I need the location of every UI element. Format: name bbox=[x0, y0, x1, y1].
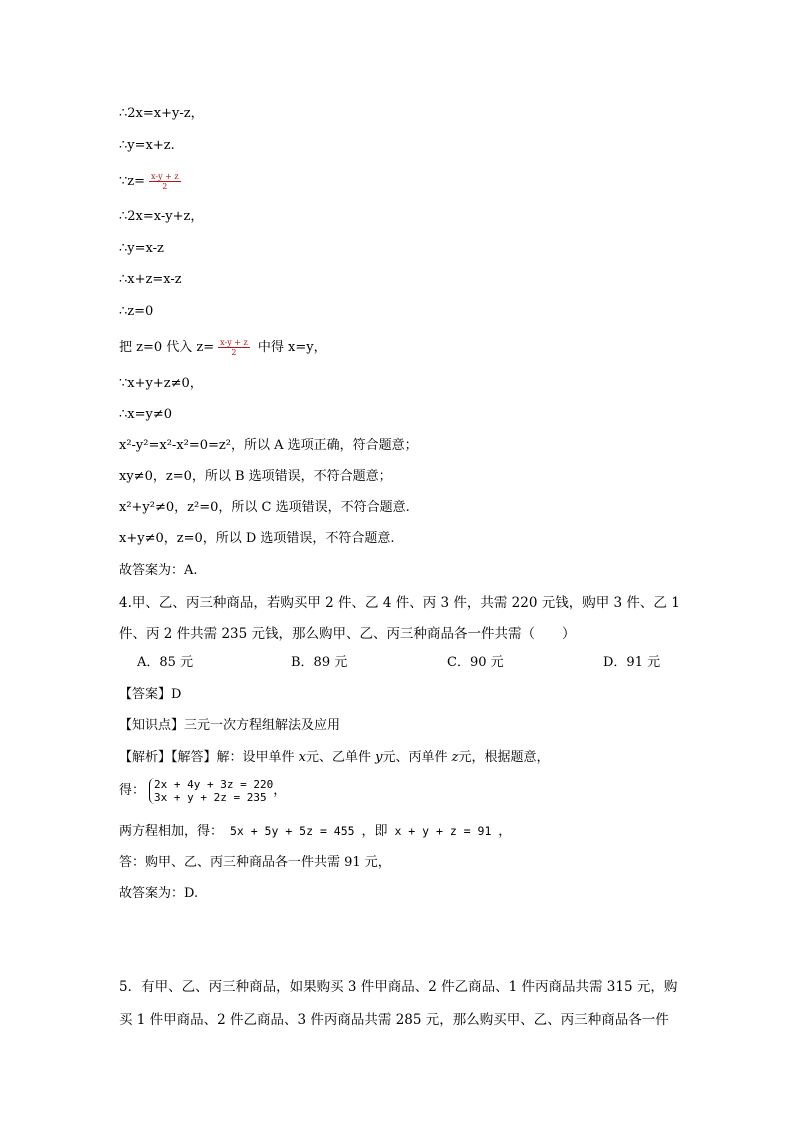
equation-system bbox=[149, 778, 273, 804]
question-stem: 买 1 件甲商品、2 件乙商品、3 件丙商品共需 285 元，那么购买甲、乙、丙三种商品各一件 bbox=[119, 1012, 669, 1028]
answer: 【答案】D bbox=[119, 687, 182, 702]
analysis-text: 元、乙单件 bbox=[305, 750, 376, 765]
system-prefix: 得： bbox=[119, 783, 146, 798]
option-b: B．89 元 bbox=[291, 655, 348, 670]
system-suffix: ， bbox=[273, 783, 287, 798]
reply: 答：购甲、乙、丙三种商品各一件共需 91 元， bbox=[119, 855, 391, 870]
conclusion: 故答案为：A. bbox=[119, 563, 198, 578]
equation-2: 3x + y + 2z = 235 bbox=[154, 791, 267, 804]
substitution-prefix: 把 z=0 代入 z= bbox=[119, 340, 215, 355]
substitution-suffix: 中得 x=y， bbox=[253, 340, 327, 355]
equation-1: 2x + 4y + 3z = 220 bbox=[154, 778, 274, 791]
equation-system-line bbox=[119, 778, 286, 804]
variable-y: y bbox=[375, 750, 383, 765]
fraction bbox=[149, 172, 181, 191]
solution-step: ∴2x=x+y-z， bbox=[119, 106, 204, 121]
analysis-text: 元、丙单件 bbox=[382, 750, 452, 765]
option-check: xy≠0，z=0，所以 B 选项错误，不符合题意； bbox=[119, 469, 392, 484]
solution-step: ∴x=y≠0 bbox=[119, 407, 173, 422]
option-check: x+y≠0，z=0，所以 D 选项错误，不符合题意. bbox=[119, 531, 395, 546]
solution-step: ∴z=0 bbox=[119, 304, 154, 319]
solution-step: ∴2x=x-y+z， bbox=[119, 209, 204, 224]
sum-step bbox=[119, 823, 511, 840]
variable-z: z bbox=[451, 750, 459, 765]
sum-suffix: ， bbox=[498, 824, 512, 839]
analysis-prefix: 【解析】【解答】解：设甲单件 bbox=[119, 750, 299, 765]
fraction-denominator: 2 bbox=[231, 348, 237, 357]
sum-mid: ，即 bbox=[361, 824, 388, 839]
sum-equation: 5x + 5y + 5z = 455 bbox=[223, 824, 362, 838]
fraction-step-prefix: ∵z= bbox=[119, 174, 146, 189]
substitution-step bbox=[119, 338, 327, 357]
question-stem: 件、丙 2 件共需 235 元钱，那么购甲、乙、丙三种商品各一件共需（ ） bbox=[119, 626, 576, 642]
conclusion: 故答案为：D. bbox=[119, 886, 199, 901]
analysis-text: 元，根据题意， bbox=[458, 750, 550, 765]
fraction-denominator: 2 bbox=[162, 182, 168, 191]
variable-x: x bbox=[298, 750, 306, 765]
question-stem: 4.甲、乙、丙三种商品，若购买甲 2 件、乙 4 件、丙 3 件，共需 220 元钱，购甲 3 件、乙 1 bbox=[119, 595, 680, 611]
option-a: A．85 元 bbox=[137, 655, 194, 670]
option-check: x²-y²=x²-x²=0=z²，所以 A 选项正确，符合题意； bbox=[119, 438, 418, 453]
solution-step: ∴x+z=x-z bbox=[119, 272, 182, 287]
option-c: C．90 元 bbox=[447, 655, 504, 670]
knowledge-point: 【知识点】三元一次方程组解法及应用 bbox=[119, 718, 341, 733]
fraction bbox=[218, 338, 250, 357]
question-stem: 5．有甲、乙、丙三种商品，如果购买 3 件甲商品、2 件乙商品、1 件丙商品共需 315 元，购 bbox=[119, 979, 678, 995]
sum-result: x + y + z = 91 bbox=[387, 824, 499, 838]
solution-step: ∵x+y+z≠0， bbox=[119, 376, 203, 391]
fraction-numerator: x-y + z bbox=[151, 172, 179, 181]
solution-step: ∴y=x-z bbox=[119, 241, 164, 256]
analysis bbox=[119, 750, 550, 766]
solution-step: ∴y=x+z. bbox=[119, 138, 175, 153]
fraction-step bbox=[119, 172, 185, 191]
fraction-numerator: x-y + z bbox=[220, 338, 248, 347]
option-check: x²+y²≠0，z²=0，所以 C 选项错误，不符合题意. bbox=[119, 500, 410, 515]
option-d: D．91 元 bbox=[603, 655, 661, 670]
sum-prefix: 两方程相加，得： bbox=[119, 824, 224, 839]
